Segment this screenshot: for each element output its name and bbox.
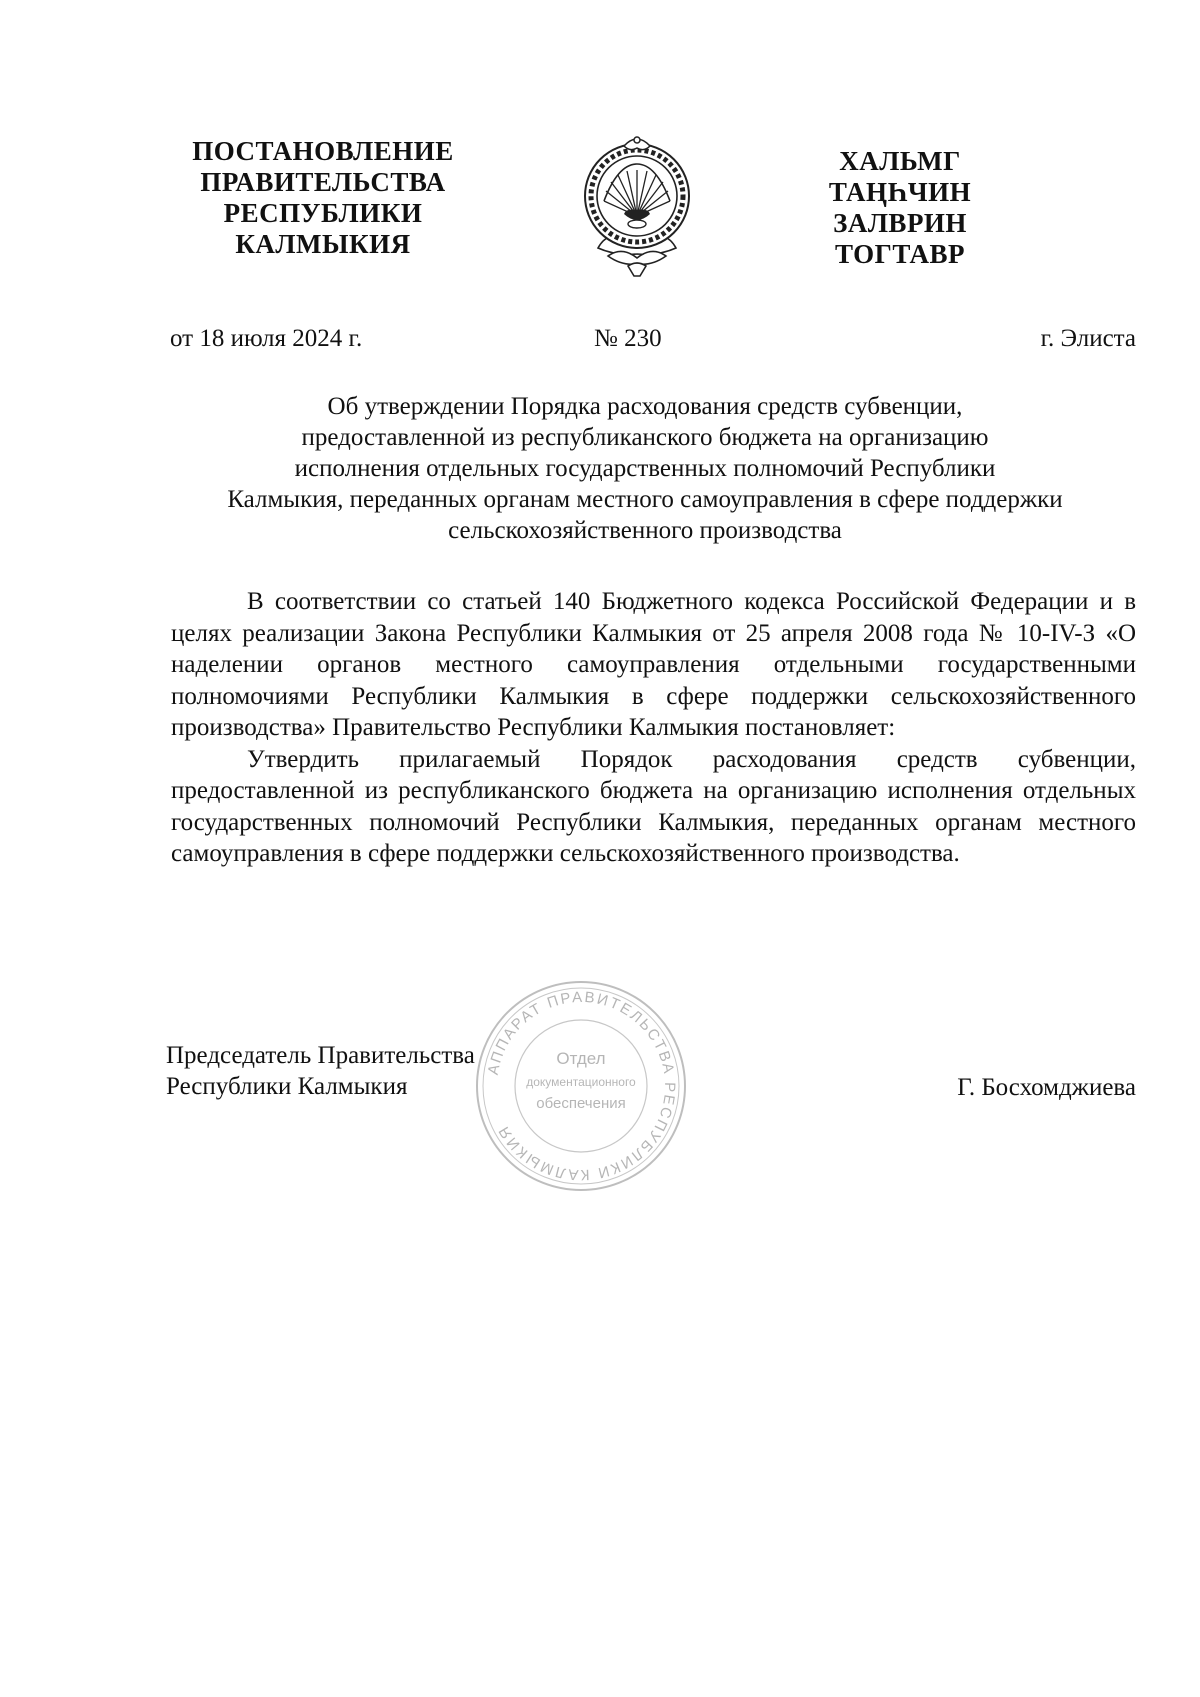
title-line: Калмыкия, переданных органам местного самоуправления в сфере поддержки — [227, 486, 1063, 513]
stamp-inner-line: документационного — [526, 1075, 636, 1089]
header-right-line: ХАЛЬМГ — [839, 146, 961, 176]
header-left-title — [178, 136, 468, 260]
document-date: от 18 июля 2024 г. — [170, 325, 363, 352]
stamp-inner-line: обеспечения — [536, 1095, 626, 1112]
stamp-outer-text: АППАРАТ ПРАВИТЕЛЬСТВА РЕСПУБЛИКИ КАЛМЫКИЯ — [484, 988, 679, 1184]
header-right-title — [800, 146, 1000, 270]
header-left-line: КАЛМЫКИЯ — [235, 229, 411, 259]
header-left-line: ПОСТАНОВЛЕНИЕ — [192, 136, 454, 166]
stamp-inner-line: Отдел — [556, 1049, 606, 1068]
official-stamp — [464, 978, 698, 1194]
body-paragraph: В соответствии со статьей 140 Бюджетного кодекса Российской Федерации и в целях реализации Закона Республики Калмыкия от 25 апреля 2008 года № 10-IV-З «О наделении органов местного самоуправления отдельными государственными полномочиями Республики Калмыкия в сфере поддержки сельскохозяйственного производства» Правительство Республики Калмыкия постановляет: — [171, 588, 1136, 741]
title-line: Об утверждении Порядка расходования средств субвенции, — [327, 393, 963, 420]
header-left-line: ПРАВИТЕЛЬСТВА — [200, 167, 446, 197]
signatory-position-line: Председатель Правительства — [166, 1042, 475, 1069]
header-right-line: ЗАЛВРИН — [833, 208, 967, 238]
document-body — [171, 586, 1136, 870]
title-line: предоставленной из республиканского бюджета на организацию — [301, 424, 989, 451]
signatory-name: Г. Босхомджиева — [957, 1074, 1136, 1101]
header-left-line: РЕСПУБЛИКИ — [223, 198, 423, 228]
kalmykia-coat-of-arms-icon — [578, 130, 696, 278]
signatory-position — [166, 1040, 475, 1102]
title-line: исполнения отдельных государственных полномочий Республики — [294, 455, 996, 482]
document-number: № 230 — [594, 325, 662, 352]
document-title — [160, 391, 1130, 546]
body-paragraph: Утвердить прилагаемый Порядок расходования средств субвенции, предоставленной из республиканского бюджета на организацию исполнения отдельных государственных полномочий Республики Калмыкия, переданных органам местного самоуправления в сфере поддержки сельскохозяйственного производства. — [171, 745, 1136, 867]
document-city: г. Элиста — [1040, 325, 1136, 352]
signatory-position-line: Республики Калмыкия — [166, 1073, 408, 1100]
title-line: сельскохозяйственного производства — [448, 517, 842, 544]
header-right-line: ТАҢҺЧИН — [828, 177, 972, 207]
header-right-line: ТОГТАВР — [835, 239, 965, 269]
